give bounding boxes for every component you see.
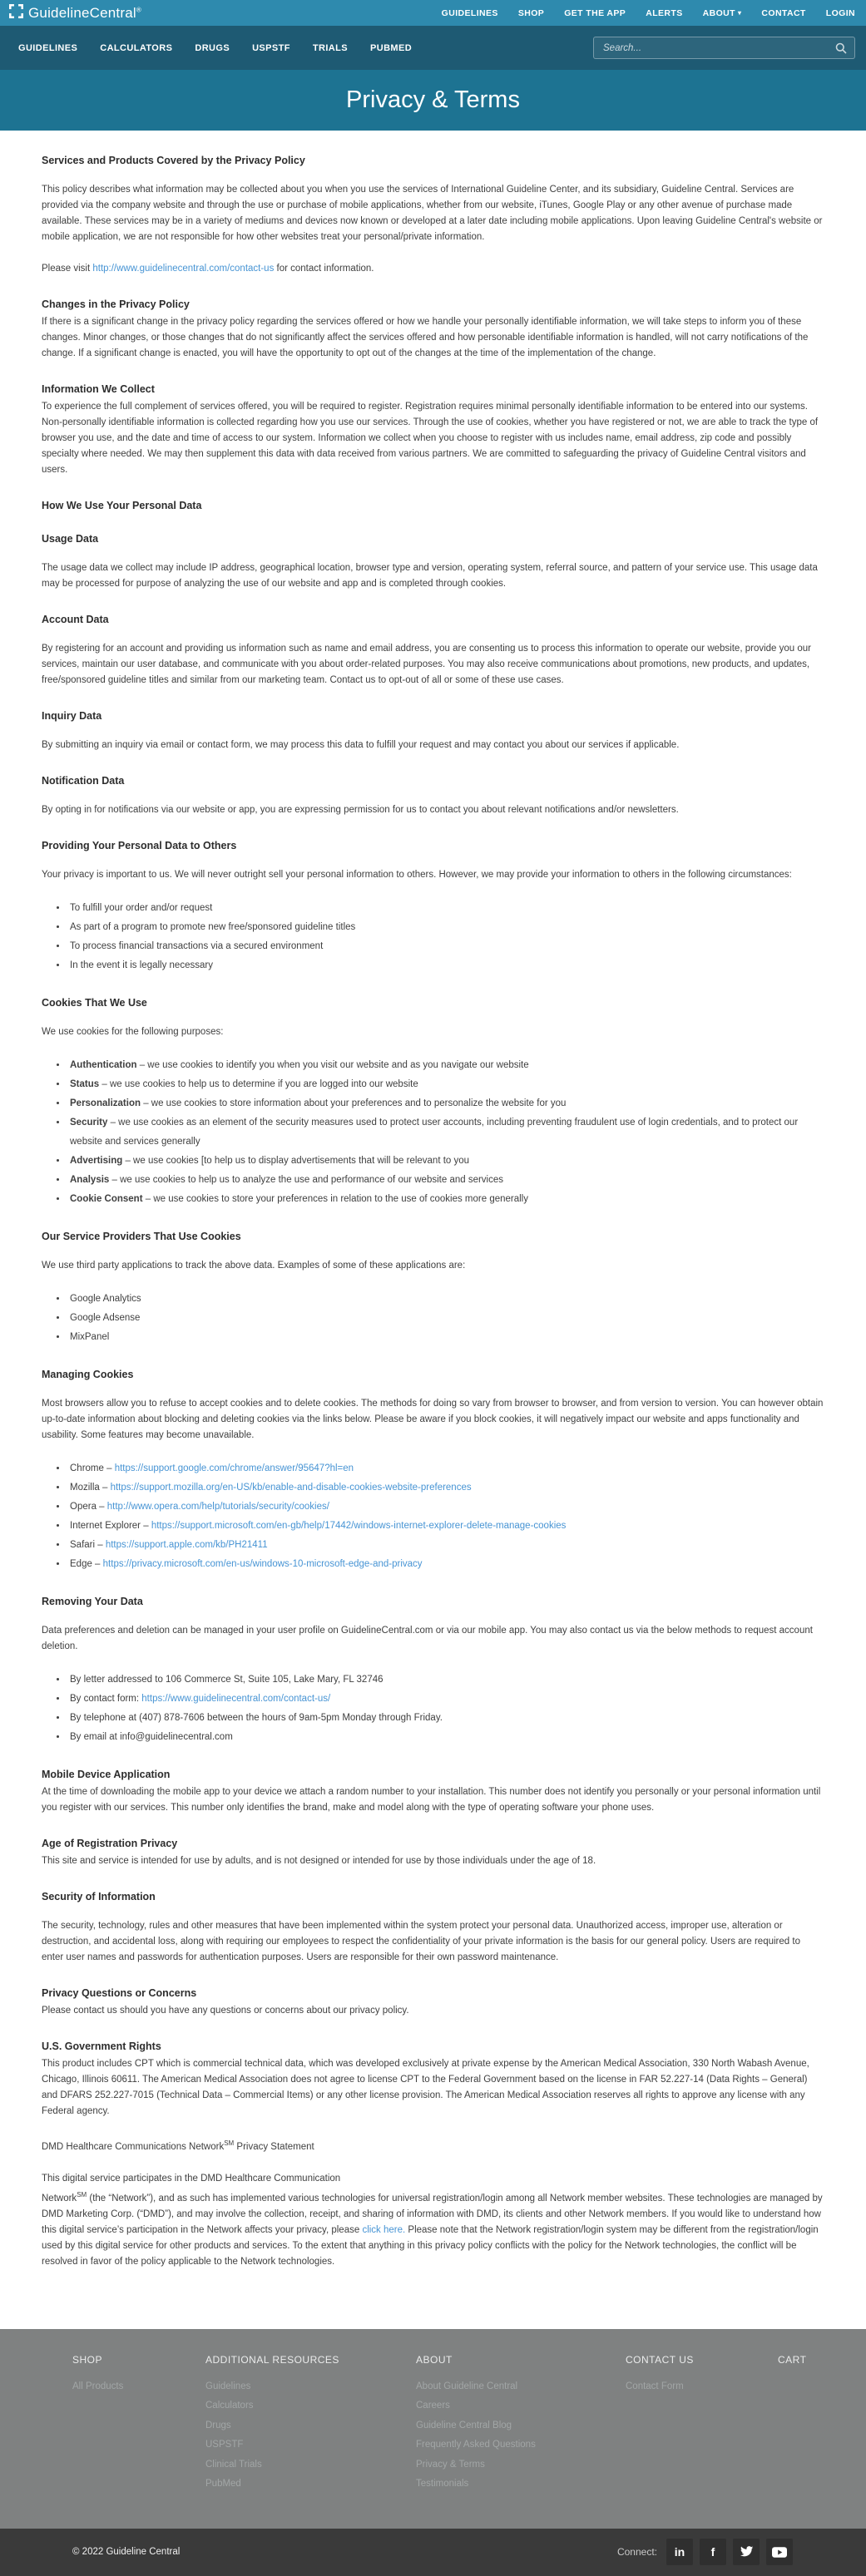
section-service-providers xyxy=(42,1231,824,1347)
section-how-we-use xyxy=(42,500,824,511)
providing-data-list xyxy=(42,899,824,975)
section-heading: Removing Your Data xyxy=(42,1596,143,1607)
sub-nav-bar xyxy=(0,26,866,70)
section-heading: Information We Collect xyxy=(42,383,155,395)
ie-cookies-link[interactable]: https://support.microsoft.com/en-gb/help/17442/windows-internet-explorer-delete-manage-cookies xyxy=(151,1521,567,1531)
mozilla-cookies-link[interactable]: https://support.mozilla.org/en-US/kb/enable-and-disable-cookies-website-preferences xyxy=(110,1483,472,1493)
section-providing-data xyxy=(42,840,824,975)
footer-col-title: CART xyxy=(778,2353,807,2366)
topnav-alerts[interactable]: ALERTS xyxy=(646,7,683,18)
paragraph: At the time of downloading the mobile app to your device we attach a random number to your installation. This number does not identify you personally or your personal information until you register with our services. This number only identifies the brand, make and model along with the type of operating software your phone uses. xyxy=(42,1787,821,1813)
list-item: • Chrome – https://support.google.com/chrome/answer/95647?hl=en xyxy=(67,1459,824,1478)
paragraph: By opting in for notifications via our website or app, you are expressing permission for us to contact you about relevant notifications and/or newsletters. xyxy=(42,805,679,815)
top-nav xyxy=(442,8,855,18)
subnav-guidelines[interactable]: GUIDELINES xyxy=(18,42,78,53)
footer-link-clinical-trials[interactable]: Clinical Trials xyxy=(205,2459,262,2470)
footer-link-about-guideline-central[interactable]: About Guideline Central xyxy=(416,2381,518,2391)
section-heading: Inquiry Data xyxy=(42,710,102,722)
facebook-icon[interactable]: f xyxy=(700,2539,726,2565)
footer-link-testimonials[interactable]: Testimonials xyxy=(416,2479,469,2490)
section-information-we-collect xyxy=(42,383,824,478)
paragraph: By submitting an inquiry via email or contact form, we may process this data to fulfill your request and may contact you about our services if applicable. xyxy=(42,740,680,750)
subnav-pubmed[interactable]: PUBMED xyxy=(370,42,413,53)
section-account-data xyxy=(42,614,824,688)
footer-col-title: ABOUT xyxy=(416,2353,453,2366)
section-heading: Usage Data xyxy=(42,533,99,545)
contact-line: Please visit http://www.guidelinecentral.com/contact-us for contact information. xyxy=(42,264,374,274)
paragraph: If there is a significant change in the privacy policy regarding the services offered or how we handle your personally identifiable information, we will take steps to inform you of these changes. Minor changes, or those changes that do not significantly affect the services offered and how personable identifiable information is handled, will not carry notifications of the change. If a significant change is enacted, you will have the opportunity to opt out of the changes at the time of the implementation of the change. xyxy=(42,317,809,358)
section-privacy-questions xyxy=(42,1987,824,2019)
topnav-about[interactable]: ABOUT ▾ xyxy=(702,7,742,18)
list-item: • By letter addressed to 106 Commerce St, Suite 105, Lake Mary, FL 32746 xyxy=(67,1670,824,1690)
paragraph: Most browsers allow you to refuse to accept cookies and to delete cookies. The methods for doing so vary from browser to browser, and from version to version. You can however obtain up-to-date information about blocking and deleting cookies via the links below. Please be aware if you block cookies, it will negatively impact our website and apps functionality and usability. Some features may become unavailable. xyxy=(42,1399,824,1440)
footer-col-cart xyxy=(778,2354,806,2494)
chevron-down-icon: ▾ xyxy=(737,8,742,17)
section-security-of-information xyxy=(42,1891,824,1966)
footer-col-about xyxy=(416,2354,626,2494)
list-item: • Edge – https://privacy.microsoft.com/en-us/windows-10-microsoft-edge-and-privacy xyxy=(67,1555,824,1574)
section-heading: Cookies That We Use xyxy=(42,997,147,1009)
footer-col-shop xyxy=(72,2354,205,2494)
cookies-purpose-list xyxy=(42,1056,824,1209)
footer-link-all-products[interactable]: All Products xyxy=(72,2381,124,2391)
list-item: • Cookie Consent – we use cookies to store your preferences in relation to the use of cookies more generally xyxy=(67,1190,824,1209)
site-footer xyxy=(0,2329,866,2576)
list-item: • As part of a program to promote new free/sponsored guideline titles xyxy=(67,918,824,937)
footer-col-title: CONTACT US xyxy=(626,2353,694,2366)
list-item: • By contact form: https://www.guidelinecentral.com/contact-us/ xyxy=(67,1690,824,1709)
section-mobile-device-app xyxy=(42,1769,824,1816)
privacy-policy-content xyxy=(0,131,866,2329)
top-bar xyxy=(0,0,866,26)
footer-link-careers[interactable]: Careers xyxy=(416,2401,450,2411)
section-heading: Privacy Questions or Concerns xyxy=(42,1987,197,1999)
search-box xyxy=(593,37,855,59)
contact-us-link[interactable]: http://www.guidelinecentral.com/contact-us xyxy=(92,264,275,274)
list-item: • Status – we use cookies to help us to determine if you are logged into our website xyxy=(67,1075,824,1094)
list-item: • Google Adsense xyxy=(67,1309,824,1328)
topnav-login[interactable]: LOGIN xyxy=(825,7,855,18)
section-heading: Age of Registration Privacy xyxy=(42,1838,178,1849)
paragraph: By registering for an account and providing us information such as name and email address, you are consenting us to process this information to operate our website, provide you our services, maintain our user database, and communicate with you about order-related purposes. You may also receive communications about promotions, new products, and updates, free/sponsored guideline titles and similar from our marketing team. Contact us to opt-out of all or some of these use cases. xyxy=(42,644,811,685)
footer-col-contact-us xyxy=(626,2354,778,2494)
section-heading: Security of Information xyxy=(42,1891,156,1902)
section-removing-your-data xyxy=(42,1596,824,1747)
twitter-icon[interactable] xyxy=(733,2539,760,2565)
copyright: © 2022 Guideline Central xyxy=(72,2547,181,2558)
list-item: • Security – we use cookies as an element of the security measures used to protect user accounts, including preventing fraudulent use of login credentials, and to protect our website and services generally xyxy=(67,1113,824,1152)
footer-link-calculators[interactable]: Calculators xyxy=(205,2401,254,2411)
section-heading: Account Data xyxy=(42,614,109,625)
connect-area xyxy=(617,2539,793,2565)
list-item: • Google Analytics xyxy=(67,1290,824,1309)
list-item: • Personalization – we use cookies to store information about your preferences and to personalize the website for you xyxy=(67,1094,824,1113)
page-title: Privacy & Terms xyxy=(346,86,520,113)
contact-form-link[interactable]: https://www.guidelinecentral.com/contact-us/ xyxy=(141,1694,331,1704)
footer-link-drugs[interactable]: Drugs xyxy=(205,2420,231,2430)
section-cookies-we-use xyxy=(42,997,824,1209)
list-item: • Safari – https://support.apple.com/kb/PH21411 xyxy=(67,1536,824,1555)
chrome-cookies-link[interactable]: https://support.google.com/chrome/answer/95647?hl=en xyxy=(114,1463,354,1473)
paragraph: This site and service is intended for use by adults, and is not designed or intended for use by those individuals under the age of 18. xyxy=(42,1856,596,1866)
subnav-drugs[interactable]: DRUGS xyxy=(195,42,230,53)
section-heading: Services and Products Covered by the Privacy Policy xyxy=(42,155,305,166)
paragraph: The security, technology, rules and other measures that have been implemented within the system protect your personal data. Unauthorized access, improper use, alteration or destruction, and accidental loss, along with requiring our employees to respect the confidentiality of your private information is the basis for our general policy. Users are required to enter user names and passwords for authentication purposes. Users are responsible for their own password maintenance. xyxy=(42,1921,800,1962)
linkedin-icon[interactable]: in xyxy=(666,2539,693,2565)
paragraph: Your privacy is important to us. We will never outright sell your personal information to others. However, we may provide your information to others in the following circumstances: xyxy=(42,870,792,880)
list-item: • In the event it is legally necessary xyxy=(67,956,824,975)
list-item: • Authentication – we use cookies to identify you when you visit our website and as you navigate our website xyxy=(67,1056,824,1075)
paragraph: This policy describes what information may be collected about you when you use the services of International Guideline Center, and its subsidiary, Guideline Central. Services are provided via the company website and through the use or purchase of mobile applications, whether from our website, iTunes, Google Play or any other avenue of purchase made available. These services may be in a variety of mediums and devices now known or developed at a later date including mobile applications. Upon leaving Guideline Central's website or mobile application, we are not responsible for how other websites treat your personal/private information. xyxy=(42,185,823,242)
edge-cookies-link[interactable]: https://privacy.microsoft.com/en-us/windows-10-microsoft-edge-and-privacy xyxy=(102,1559,423,1569)
brackets-logo-icon xyxy=(9,4,23,22)
list-item: • Analysis – we use cookies to help us to analyze the use and performance of our website and services xyxy=(67,1171,824,1190)
page-banner xyxy=(0,70,866,131)
list-item: • Mozilla – https://support.mozilla.org/en-US/kb/enable-and-disable-cookies-website-preferences xyxy=(67,1478,824,1498)
service-mark: SM xyxy=(77,2190,87,2198)
footer-col-title: SHOP xyxy=(72,2353,103,2366)
subnav-uspstf[interactable]: USPSTF xyxy=(252,42,290,53)
removal-methods-list xyxy=(42,1670,824,1747)
paragraph: We use cookies for the following purposes: xyxy=(42,1027,224,1037)
section-changes xyxy=(42,299,824,362)
section-heading: Changes in the Privacy Policy xyxy=(42,299,190,310)
footer-col-additional-resources xyxy=(205,2354,416,2494)
paragraph: Please contact us should you have any questions or concerns about our privacy policy. xyxy=(42,2006,409,2016)
section-heading: How We Use Your Personal Data xyxy=(42,500,202,511)
section-services-covered xyxy=(42,155,824,245)
subnav-trials[interactable]: TRIALS xyxy=(312,42,348,53)
topnav-contact[interactable]: CONTACT xyxy=(761,7,806,18)
paragraph: To experience the full complement of services offered, you will be required to register. Registration requires minimal personally identifiable information to be entered into our systems. Non-personally identifiable information is collected regarding how you use our services. Through the use of cookies, whether you have registered or not, we are able to track the type of browser you use, and the date and time of access to our system. Information we collect when you choose to register with us includes name, email address, zip code and possibly specialty where needed. We may then supplement this data with data received from various partners. We are committed to safeguarding the privacy of Guideline Central visitors and users. xyxy=(42,402,819,475)
list-item: • To process financial transactions via a secured environment xyxy=(67,937,824,956)
opera-cookies-link[interactable]: http://www.opera.com/help/tutorials/security/cookies/ xyxy=(106,1502,329,1512)
search-input[interactable] xyxy=(601,42,835,54)
connect-label: Connect: xyxy=(616,2546,657,2559)
service-providers-list xyxy=(42,1290,824,1347)
section-notification-data xyxy=(42,775,824,818)
list-item: • Internet Explorer – https://support.microsoft.com/en-gb/help/17442/windows-internet-explorer-delete-manage-cookies xyxy=(67,1517,824,1536)
topnav-shop[interactable]: SHOP xyxy=(517,7,545,18)
topnav-guidelines[interactable]: GUIDELINES xyxy=(441,7,498,18)
brand-logo[interactable] xyxy=(9,4,141,22)
footer-link-uspstf[interactable]: USPSTF xyxy=(205,2440,244,2450)
paragraph: The usage data we collect may include IP address, geographical location, browser type and version, operating system, referral source, and pattern of your service use. This usage data may be processed for purpose of analyzing the use of our website and app and is completed through cookies. xyxy=(42,563,818,589)
section-usage-data xyxy=(42,533,824,592)
footer-link-contact-form[interactable]: Contact Form xyxy=(626,2381,684,2391)
search-icon[interactable] xyxy=(835,42,847,54)
dmd-paragraph: This digital service participates in the DMD Healthcare Communication Network℠ (the “Network”), and as such has implemented various technologies for universal registration/login among all Network member websites. These technologies are managed by DMD Marketing Corp. (“DMD”), and may involve the collection, receipt, and sharing of information with DMD, its clients and other Network members. If you would like to understand how this digital service’s participation in the Network affects your privacy, please click here. Please note that the Network registration/login system may be different from the registration/login used by this digital service for other products and services. To the extent that anything in this privacy policy conflicts with the policy for the Network technologies, the conflict will be resolved in favor of the policy applicable to the Network technologies. xyxy=(42,2173,823,2267)
dmd-statement-title: DMD Healthcare Communications Network℠ Privacy Statement xyxy=(42,2139,314,2152)
service-mark: SM xyxy=(224,2139,235,2147)
section-heading: Providing Your Personal Data to Others xyxy=(42,840,237,851)
paragraph: This product includes CPT which is commercial technical data, which was developed exclusively at private expense by the American Medical Association, 330 North Wabash Avenue, Chicago, Illinois 60611. The American Medical Association does not agree to license CPT to the Federal Government based on the license in FAR 52.227-14 (Data Rights – General) and DFARS 252.227-7015 (Technical Data – Commercial Items) or any other license provision. The American Medical Association reserves all rights to approve any license with any Federal agency. xyxy=(42,2059,809,2116)
section-inquiry-data xyxy=(42,710,824,753)
list-item: • By telephone at (407) 878-7606 between the hours of 9am-5pm Monday through Friday. xyxy=(67,1709,824,1728)
list-item: • To fulfill your order and/or request xyxy=(67,899,824,918)
section-managing-cookies xyxy=(42,1369,824,1574)
section-age-of-registration xyxy=(42,1838,824,1869)
footer-link-pubmed[interactable]: PubMed xyxy=(205,2479,241,2490)
section-heading: U.S. Government Rights xyxy=(42,2041,161,2052)
dmd-click-here-link[interactable]: click here. xyxy=(362,2224,406,2235)
browser-links-list xyxy=(42,1459,824,1574)
topnav-get-the-app[interactable]: GET THE APP xyxy=(564,7,626,18)
paragraph: Data preferences and deletion can be managed in your user profile on GuidelineCentral.com or via our mobile app. You may also contact us via the below methods to request account deletion. xyxy=(42,1626,813,1651)
bottom-bar xyxy=(0,2529,866,2576)
footer-col-title: ADDITIONAL RESOURCES xyxy=(205,2353,339,2366)
footer-link-guidelines[interactable]: Guidelines xyxy=(205,2381,251,2391)
section-heading: Mobile Device Application xyxy=(42,1769,171,1780)
list-item: • MixPanel xyxy=(67,1328,824,1347)
list-item: • Advertising – we use cookies [to help us to display advertisements that will be relevant to you xyxy=(67,1152,824,1171)
sub-nav xyxy=(18,43,412,53)
list-item: • Opera – http://www.opera.com/help/tutorials/security/cookies/ xyxy=(67,1498,824,1517)
youtube-icon[interactable] xyxy=(766,2539,793,2565)
section-heading: Managing Cookies xyxy=(42,1369,134,1380)
section-heading: Notification Data xyxy=(42,775,125,787)
section-us-government-rights xyxy=(42,2041,824,2120)
brand-name: GuidelineCentral® xyxy=(28,4,141,21)
section-heading: Our Service Providers That Use Cookies xyxy=(42,1231,241,1242)
footer-link-privacy-terms[interactable]: Privacy & Terms xyxy=(416,2459,485,2470)
registered-mark: ® xyxy=(136,5,141,13)
list-item: • By email at info@guidelinecentral.com xyxy=(67,1728,824,1747)
footer-link-faq[interactable]: Frequently Asked Questions xyxy=(416,2440,536,2450)
footer-columns xyxy=(0,2329,866,2529)
subnav-calculators[interactable]: CALCULATORS xyxy=(100,42,173,53)
footer-link-blog[interactable]: Guideline Central Blog xyxy=(416,2420,512,2430)
paragraph: We use third party applications to track the above data. Examples of some of these applications are: xyxy=(42,1261,466,1271)
safari-cookies-link[interactable]: https://support.apple.com/kb/PH21411 xyxy=(105,1540,268,1550)
site-header xyxy=(0,0,866,131)
